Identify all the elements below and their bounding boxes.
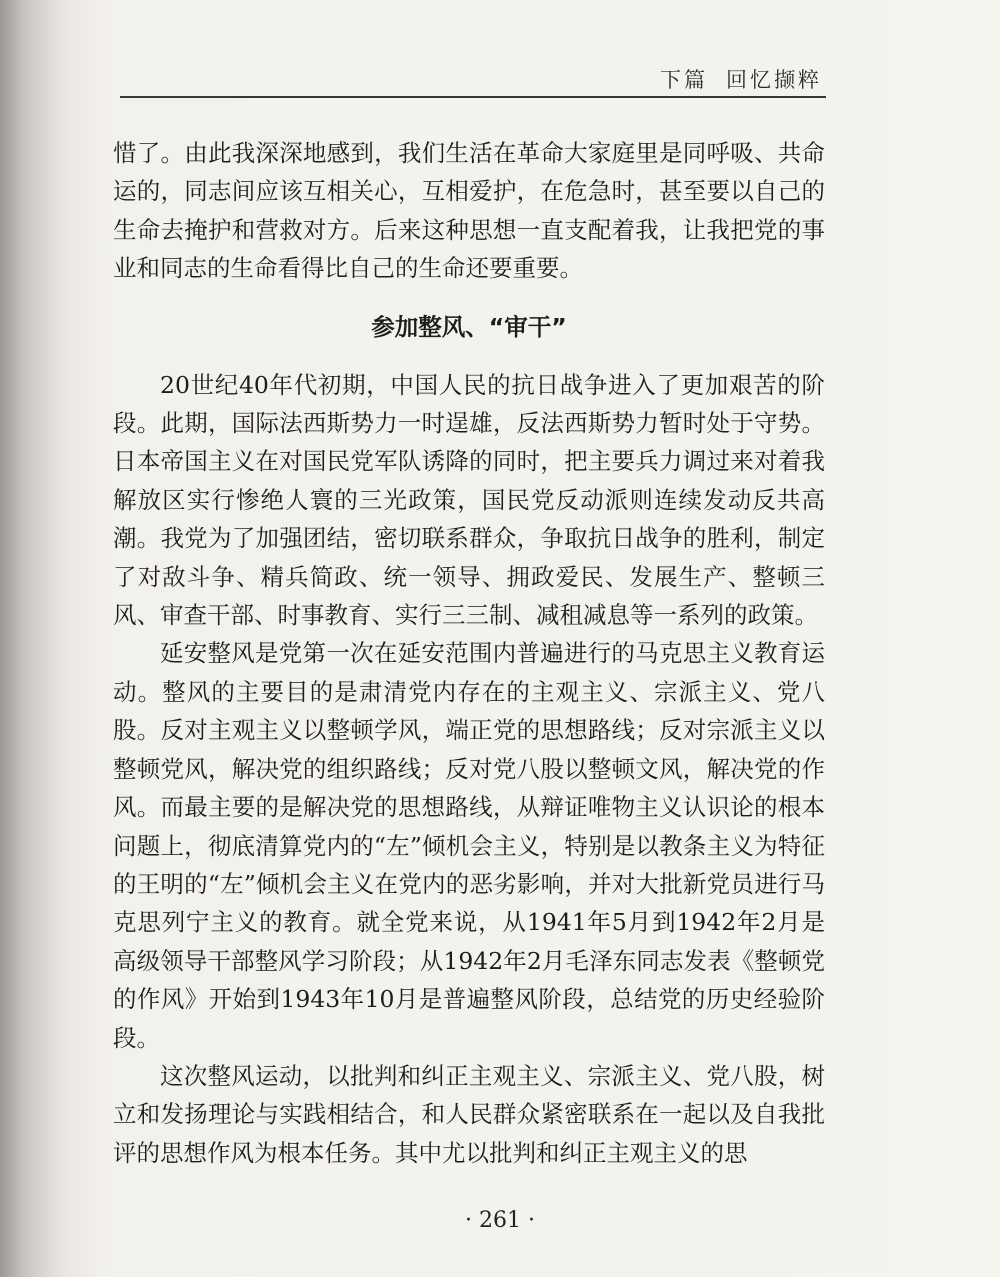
paragraph-3: 这次整风运动，以批判和纠正主观主义、宗派主义、党八股，树立和发扬理论与实践相结合，和人民群众紧密联系在一起以及自我批评的思想作风为根本任务。其中尤以批判和纠正主观主义的思: [113, 1061, 825, 1167]
page-number: · 261 ·: [465, 1208, 535, 1233]
paragraph-2: 延安整风是党第一次在延安范围内普遍进行的马克思主义教育运动。整风的主要目的是肃清党内存在的主观主义、宗派主义、党八股。反对主观主义以整顿学风，端正党的思想路线；反对宗派主义以整顿党风，解决党的组织路线；反对党八股以整顿文风，解决党的作风。而最主要的是解决党的思想路线，从辩证唯物主义认识论的根本问题上，彻底清算党内的“左”倾机会主义，特别是以教条主义为特征的王明的“左”倾机会主义在党内的恶劣影响，并对大批新党员进行马克思列宁主义的教育。就全党来说，从1941年5月到1942年2月是高级领导干部整风学习阶段；从1942年2月毛泽东同志发表《整顿党的作风》开始到1943年10月是普遍整风阶段，总结党的历史经验阶段。: [113, 639, 825, 1052]
running-head-section: 下篇: [660, 68, 708, 92]
book-spine-shadow: [0, 0, 70, 1277]
body-text: [113, 134, 825, 1172]
section-heading: 参加整风、“审干”: [371, 312, 567, 341]
running-head-text: [660, 64, 822, 94]
running-head: [120, 58, 826, 98]
paragraph-1: 20世纪40年代初期，中国人民的抗日战争进入了更加艰苦的阶段。此期，国际法西斯势力一时逞雄，反法西斯势力暂时处于守势。日本帝国主义在对国民党军队诱降的同时，把主要兵力调过来对着我解放区实行惨绝人寰的三光政策，国民党反动派则连续发动反共高潮。我党为了加强团结，密切联系群众，争取抗日战争的胜利，制定了对敌斗争、精兵简政、统一领导、拥政爱民、发展生产、整顿三风、审查干部、时事教育、实行三三制、减租减息等一系列的政策。: [113, 370, 825, 630]
paragraph-continued: 惜了。由此我深深地感到，我们生活在革命大家庭里是同呼吸、共命运的，同志间应该互相关心，互相爱护，在危急时，甚至要以自己的生命去掩护和营救对方。后来这种思想一直支配着我，让我把党的事业和同志的生命看得比自己的生命还要重要。: [113, 139, 825, 283]
running-head-chapter: 回忆撷粹: [726, 68, 822, 92]
